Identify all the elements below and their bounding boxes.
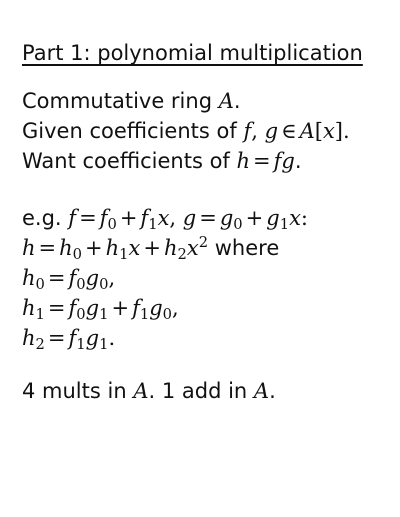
math-g-sub-1: $g_1$ [85, 326, 109, 354]
summary-block [22, 376, 276, 406]
example-line-h2 [22, 323, 308, 353]
math-f-sub-0: $f_0$ [99, 206, 117, 234]
math-g-sub-0: $g_0$ [149, 296, 173, 324]
math-g-sub-0: $g_0$ [85, 266, 109, 294]
intro-line-given [22, 116, 350, 146]
math-comma: , [172, 296, 179, 320]
math-x: x [157, 206, 170, 230]
math-equals: = [47, 296, 66, 320]
math-comma: , [251, 119, 265, 143]
where-text: where [208, 236, 280, 260]
math-h-sub-2: $h_2$ [22, 326, 45, 354]
math-bracket: ]. [334, 119, 350, 143]
intro-text: Want coefficients of [22, 149, 237, 173]
math-f: f [243, 119, 252, 143]
punctuation: . [294, 149, 302, 173]
math-equals: = [47, 266, 66, 290]
intro-line-ring [22, 86, 350, 116]
summary-text: . 1 add in [148, 379, 254, 403]
math-equals: = [253, 149, 271, 173]
math-h-sub-1: $h_1$ [105, 236, 129, 264]
math-f-sub-0: $f_0$ [68, 266, 86, 294]
example-line-h1 [22, 293, 308, 323]
example-label: e.g. [22, 206, 69, 230]
math-g: g [182, 206, 197, 230]
example-line-fg [22, 203, 308, 233]
math-h: h [236, 149, 251, 173]
math-g: g [264, 119, 279, 143]
math-h-sub-1: $h_1$ [22, 296, 45, 324]
ring-symbol: A [133, 379, 149, 403]
math-h-sub-0: $h_0$ [59, 236, 83, 264]
summary-line [22, 376, 276, 406]
math-comma: , [108, 266, 116, 290]
math-x: x [322, 119, 335, 143]
math-equals: = [38, 236, 57, 260]
math-f: f [68, 206, 77, 230]
intro-block [22, 86, 350, 176]
math-plus: + [143, 236, 161, 260]
punctuation: . [233, 89, 241, 113]
math-f-sub-1: $f_1$ [140, 206, 158, 234]
math-h: h [22, 236, 36, 260]
math-f-sub-0: $f_0$ [68, 296, 86, 324]
ring-symbol: A [299, 119, 315, 143]
math-x-squared: $x^2$ [186, 233, 209, 260]
punctuation: . [269, 379, 276, 403]
math-colon: : [300, 206, 308, 230]
math-plus: + [119, 206, 138, 230]
math-element-of: ∈ [281, 119, 297, 143]
intro-text: Given coefficients of [22, 119, 244, 143]
math-h-sub-2: $h_2$ [163, 236, 187, 264]
math-period: . [108, 326, 116, 350]
example-block [22, 203, 308, 353]
math-g-sub-1: $g_1$ [85, 296, 109, 324]
math-plus: + [245, 206, 264, 230]
math-equals: = [199, 206, 217, 230]
ring-symbol: A [218, 89, 234, 113]
math-x: x [128, 236, 141, 260]
math-f-sub-1: $f_1$ [132, 296, 150, 324]
math-h-sub-0: $h_0$ [22, 266, 45, 294]
math-f-sub-1: $f_1$ [68, 326, 86, 354]
intro-text: Commutative ring [22, 89, 219, 113]
summary-text: 4 mults in [22, 379, 134, 403]
math-equals: = [79, 206, 97, 230]
math-g-sub-0: $g_0$ [219, 206, 243, 234]
math-x: x [289, 206, 301, 230]
math-plus: + [85, 236, 103, 260]
math-bracket: [ [314, 119, 323, 143]
ring-symbol: A [253, 379, 270, 403]
math-fg: fg [273, 149, 295, 173]
intro-line-want [22, 146, 350, 176]
math-comma: , [169, 206, 177, 230]
math-equals: = [47, 326, 66, 350]
math-g-sub-1: $g_1$ [266, 206, 290, 234]
example-line-h [22, 233, 308, 263]
slide-title: Part 1: polynomial multiplication [22, 41, 363, 65]
math-plus: + [111, 296, 130, 320]
example-line-h0 [22, 263, 308, 293]
